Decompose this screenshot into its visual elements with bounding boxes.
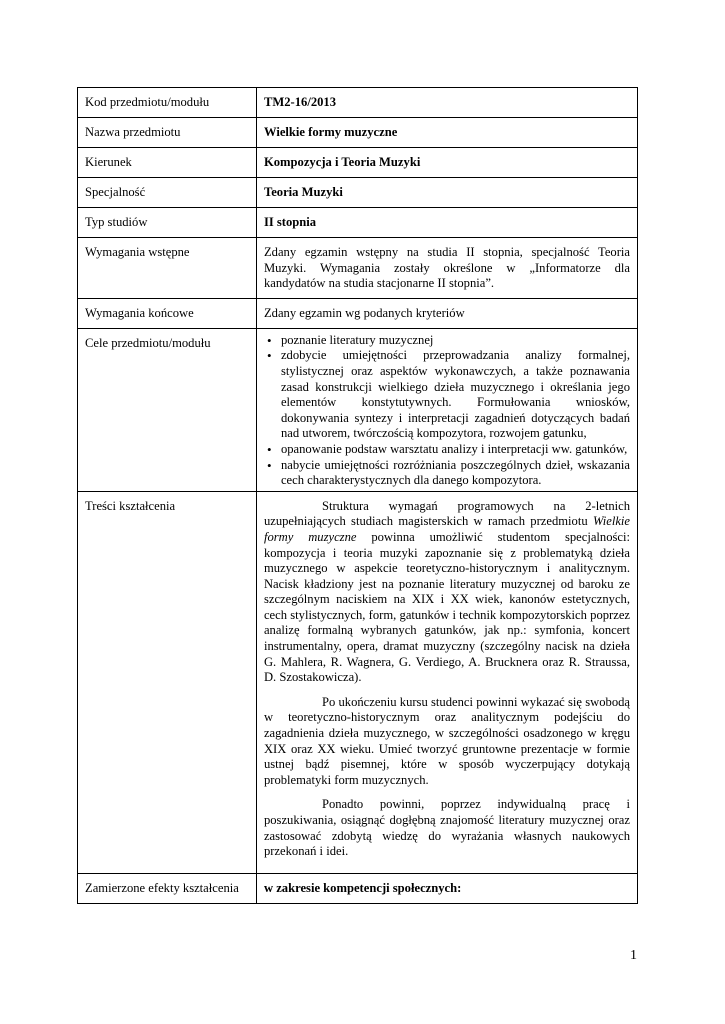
content-text: powinna umożliwić studentom specjalności: kompozycja i teoria muzyki zapoznanie się z problematyką dzieła muzycznego w aspekcie teoretyczno-historycznym i analitycznym. Nacisk kładziony jest na poznanie literatury muzycznej od baroku ze szczególnym naciskiem na XIX i XX wiek, kanonów estetycznych, cech stylistycznych, form, gatunków i technik kompozytorskich poprzez analizę formalną wybranych gatunków, jak np.: symfonia, koncert instrumentalny, opera, dramat muzyczny (szczególny nacisk na dzieła G. Mahlera, R. Wagnera, G. Verdiego, A. Brucknera oraz R. Straussa, D. Szostakowicza). [263,529,630,685]
final-requirements: Zdany egzamin wg podanych kryteriów [256,298,637,328]
table-row [78,148,638,178]
goals-list [264,333,630,489]
table-row [78,491,638,873]
row-label: Kierunek [78,148,257,178]
row-label: Treści kształcenia [78,491,257,873]
table-row [78,298,638,328]
field-of-study: Kompozycja i Teoria Muzyki [256,148,637,178]
table-row [78,208,638,238]
row-label: Typ studiów [78,208,257,238]
content-paragraph-3: Ponadto powinni, poprzez indywidualną pracę i poszukiwania, osiągnąć dogłębną znajomość literatury muzycznej oraz zastosować zdobytą wiedzę do wyrażania własnych naukowych przekonań i idei. [263,797,630,859]
course-content [256,491,637,873]
table-row [78,118,638,148]
table-row [78,328,638,491]
content-text: Struktura wymagań programowych na 2-letnich uzupełniających studiach magisterskich w ramach przedmiotu [263,498,630,529]
row-label: Specjalność [78,178,257,208]
list-item: • opanowanie podstaw warsztatu analizy i interpretacji ww. gatunków, [281,442,630,458]
list-item: • zdobycie umiejętności przeprowadzania analizy formalnej, stylistycznej oraz aspektów wykonawczych, a także poznawania zasad konstrukcji wielkiego dzieła muzycznego i określania jego elementów konstytutywnych. Formułowania wniosków, dokonywania syntezy i interpretacji zagadnień dotyczących badań nad utworem, twórczością kompozytora, rozwojem gatunku, [281,348,630,442]
row-label: Kod przedmiotu/modułu [78,88,257,118]
row-label: Wymagania wstępne [78,238,257,299]
row-label: Cele przedmiotu/modułu [78,328,257,491]
content-paragraph-1 [264,499,630,686]
course-code: TM2-16/2013 [256,88,637,118]
table-row [78,873,638,903]
course-content-body [264,499,630,872]
specialization: Teoria Muzyki [256,178,637,208]
row-label: Wymagania końcowe [78,298,257,328]
course-name-italic: Wielkie formy muzyczne [263,514,630,544]
course-name: Wielkie formy muzyczne [256,118,637,148]
study-type: II stopnia [256,208,637,238]
row-label: Zamierzone efekty kształcenia [78,873,257,903]
course-description-table [77,87,638,904]
table-row [78,88,638,118]
content-paragraph-2: Po ukończeniu kursu studenci powinni wykazać się swobodą w teoretyczno-historycznym oraz analitycznym podejściu do zagadnienia dzieła muzycznego, w szczególności osadzonego w kręgu XIX oraz XX wieku. Umieć tworzyć gruntowne prezentacje w formie ustnej bądź pisemnej, które w sposób wyczerpujący dotykają problematyki form muzycznych. [263,694,630,787]
list-item: • nabycie umiejętności rozróżniania poszczególnych dzieł, wskazania cech charakterystycznych dla danego kompozytora. [281,458,630,489]
row-label: Nazwa przedmiotu [78,118,257,148]
learning-outcomes: w zakresie kompetencji społecznych: [256,873,637,903]
table-row [78,238,638,299]
table-row [78,178,638,208]
course-goals [256,328,637,491]
page-number: 1 [630,948,637,963]
list-item: • poznanie literatury muzycznej [281,333,630,349]
entry-requirements: Zdany egzamin wstępny na studia II stopnia, specjalność Teoria Muzyki. Wymagania zostały określone w „Informatorze dla kandydatów na studia stacjonarne II stopnia”. [256,238,637,299]
